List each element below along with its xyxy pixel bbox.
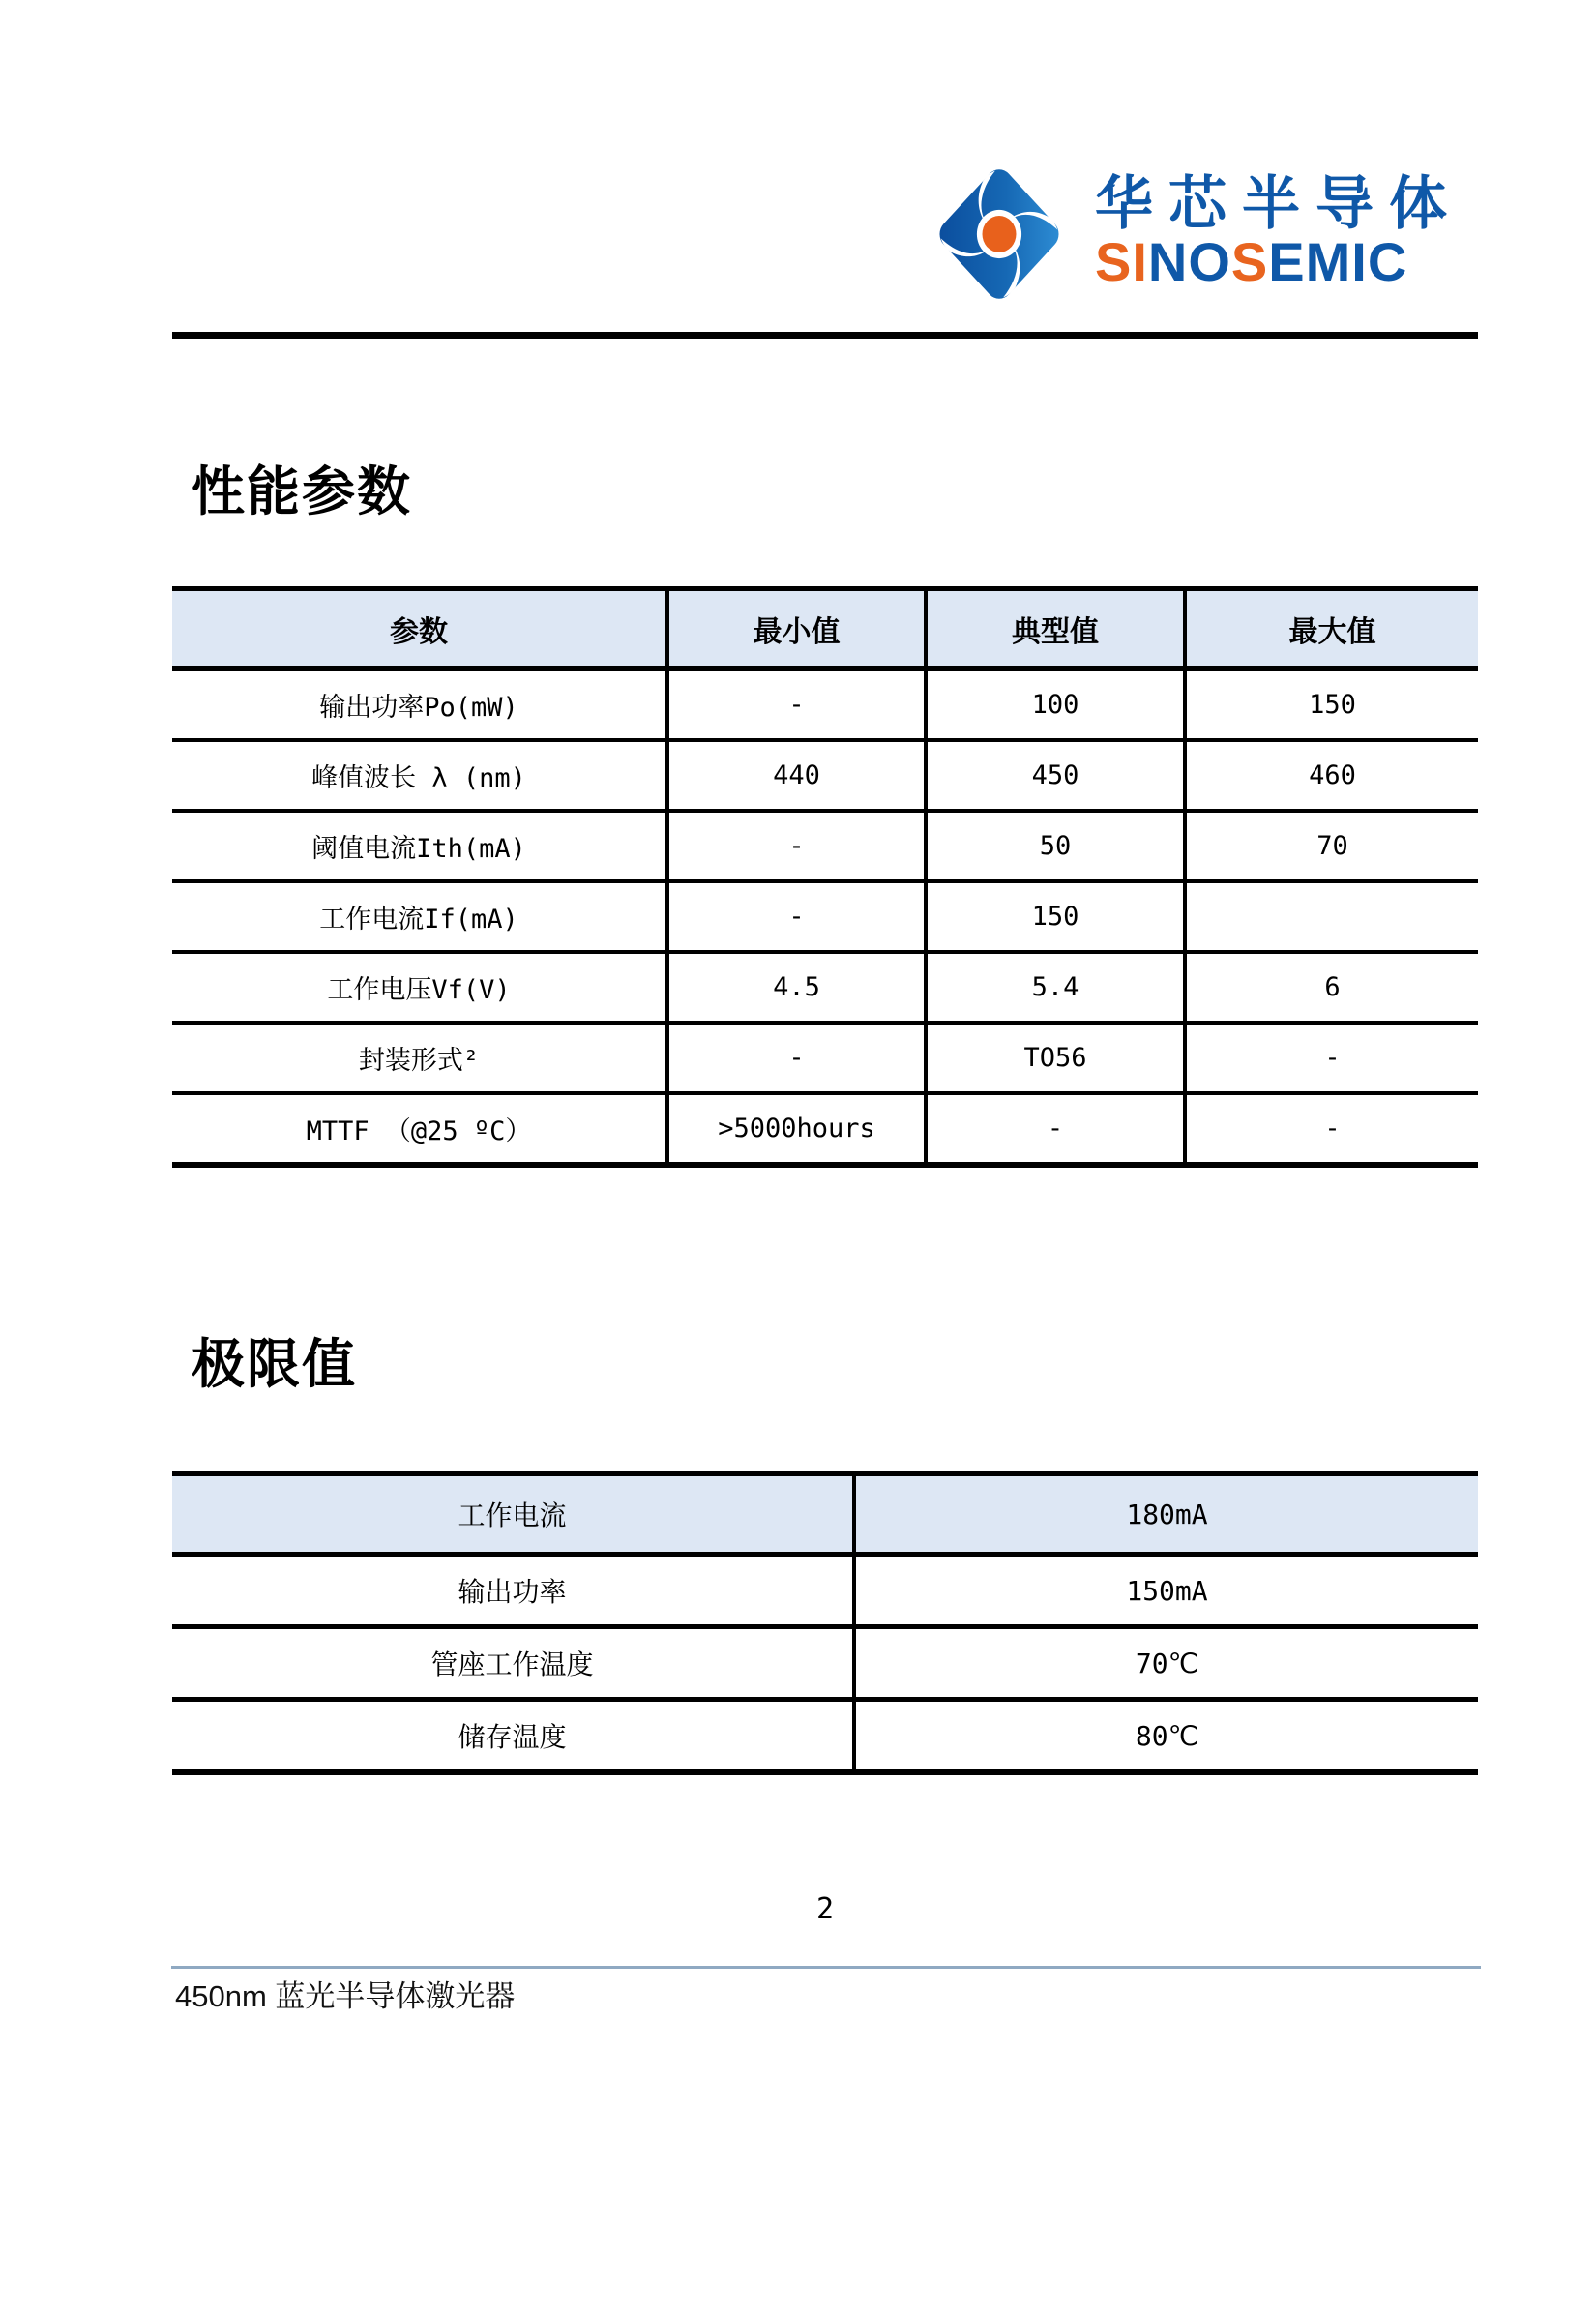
param-max: 70 (1185, 811, 1478, 881)
sinosemic-logo-text (1095, 170, 1482, 292)
param-min: - (667, 1023, 926, 1093)
param-typ: 50 (926, 811, 1185, 881)
param-max: - (1185, 1023, 1478, 1093)
param-max: 460 (1185, 740, 1478, 811)
param-label: 峰值波长 λ (nm) (172, 740, 667, 811)
param-label: MTTF （@25 ºC） (172, 1093, 667, 1165)
param-typ: 100 (926, 668, 1185, 740)
param-min: >5000hours (667, 1093, 926, 1165)
table-row (172, 811, 1478, 881)
param-label: 输出功率Po(mW) (172, 668, 667, 740)
table-row (172, 881, 1478, 952)
param-max: - (1185, 1093, 1478, 1165)
limit-label: 工作电流 (172, 1474, 854, 1555)
limit-label: 管座工作温度 (172, 1627, 854, 1700)
param-typ: 450 (926, 740, 1185, 811)
param-label: 封装形式² (172, 1023, 667, 1093)
param-min: 4.5 (667, 952, 926, 1023)
brand-wordmark (1095, 231, 1482, 292)
table-row (172, 1023, 1478, 1093)
param-max: 6 (1185, 952, 1478, 1023)
param-typ: 5.4 (926, 952, 1185, 1023)
limit-label: 输出功率 (172, 1555, 854, 1627)
param-label: 阈值电流Ith(mA) (172, 811, 667, 881)
table-row (172, 1474, 1478, 1555)
performance-parameters-table (172, 586, 1478, 1168)
table-row (172, 1700, 1478, 1773)
param-max (1185, 881, 1478, 952)
wordmark-part: EMIC (1268, 231, 1408, 292)
param-min: 440 (667, 740, 926, 811)
limit-values-table (172, 1471, 1478, 1775)
param-typ: - (926, 1093, 1185, 1165)
page-number: 2 (815, 1892, 835, 1926)
brand-name-chinese: 华芯半导体 (1095, 171, 1463, 236)
wordmark-part: SI (1095, 231, 1148, 292)
section-title-performance: 性能参数 (192, 461, 413, 521)
limit-value: 180mA (854, 1474, 1478, 1555)
table-row (172, 952, 1478, 1023)
table-header-row (172, 589, 1478, 669)
limit-value: 80℃ (854, 1700, 1478, 1773)
column-header-min: 最小值 (667, 589, 926, 669)
column-header-max: 最大值 (1185, 589, 1478, 669)
limit-value: 70℃ (854, 1627, 1478, 1700)
param-min: - (667, 811, 926, 881)
table-row (172, 740, 1478, 811)
diamond-swirl-icon (931, 161, 1067, 308)
param-typ: 150 (926, 881, 1185, 952)
param-typ: TO56 (926, 1023, 1185, 1093)
column-header-parameter: 参数 (172, 589, 667, 669)
column-header-typical: 典型值 (926, 589, 1185, 669)
param-label: 工作电压Vf(V) (172, 952, 667, 1023)
param-min: - (667, 668, 926, 740)
param-label: 工作电流If(mA) (172, 881, 667, 952)
wordmark-part: NO (1147, 231, 1231, 292)
header-divider-rule (172, 332, 1478, 339)
footer-divider-rule (171, 1966, 1481, 1969)
sinosemic-logo-icon (931, 161, 1067, 308)
limit-value: 150mA (854, 1555, 1478, 1627)
table-row (172, 1093, 1478, 1165)
section-title-limits: 极限值 (192, 1334, 358, 1394)
table-row (172, 668, 1478, 740)
wordmark-part: S (1230, 231, 1269, 292)
param-min: - (667, 881, 926, 952)
param-max: 150 (1185, 668, 1478, 740)
limit-label: 储存温度 (172, 1700, 854, 1773)
table-row (172, 1555, 1478, 1627)
table-row (172, 1627, 1478, 1700)
footer-document-title: 450nm 蓝光半导体激光器 (175, 1979, 516, 2013)
